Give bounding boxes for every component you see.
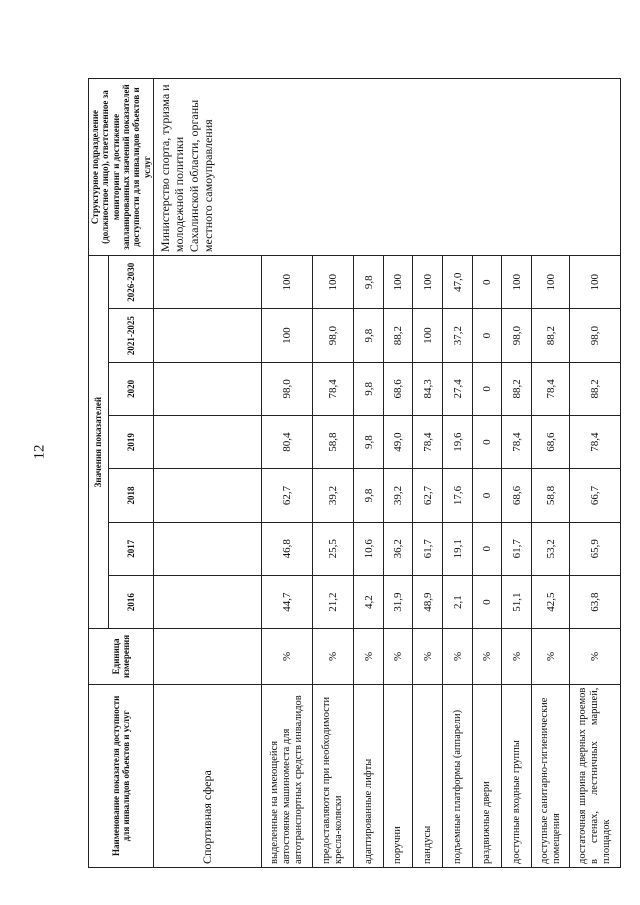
indicator-value: 78,4 [532, 362, 570, 415]
section-empty-cell [154, 522, 262, 575]
indicator-value: 100 [532, 256, 570, 309]
indicator-value: 51,1 [502, 575, 532, 628]
indicator-value: 0 [473, 309, 502, 362]
indicator-name: доступные входные группы [502, 684, 532, 867]
indicator-value: 39,2 [384, 469, 413, 522]
indicator-value: 9,8 [354, 362, 384, 415]
header-year: 2016 [108, 575, 153, 628]
indicator-value: 78,4 [313, 362, 354, 415]
header-year: 2020 [108, 362, 153, 415]
indicator-value: 27,4 [443, 362, 473, 415]
indicator-value: 31,9 [384, 575, 413, 628]
header-name: Наименование показателя доступности для инвалидов объектов и услуг [89, 684, 154, 867]
indicator-name: подъемные платформы (аппарели) [443, 684, 473, 867]
indicator-name: пандусы [413, 684, 443, 867]
section-row [154, 79, 262, 868]
indicator-value: 100 [502, 256, 532, 309]
indicator-value: 61,7 [413, 522, 443, 575]
indicator-value: 100 [313, 256, 354, 309]
header-responsible: Структурное подразделение (должностное лицо), ответственное за мониторинг и достижение запланированных значений показателей доступности для инвалидов объектов и услуг [89, 79, 154, 256]
header-year: 2026-2030 [108, 256, 153, 309]
indicator-value: 9,8 [354, 416, 384, 469]
indicator-value: 9,8 [354, 256, 384, 309]
section-empty-cell [154, 469, 262, 522]
header-row-1 [89, 79, 109, 868]
indicator-unit: % [354, 629, 384, 684]
indicator-value: 88,2 [532, 309, 570, 362]
indicator-value: 0 [473, 469, 502, 522]
indicator-value: 78,4 [413, 416, 443, 469]
indicator-value: 63,8 [570, 575, 621, 628]
indicator-value: 58,8 [313, 416, 354, 469]
indicator-name: раздвижные двери [473, 684, 502, 867]
indicator-value: 19,6 [443, 416, 473, 469]
indicator-value: 58,8 [532, 469, 570, 522]
indicator-value: 100 [413, 309, 443, 362]
indicator-value: 0 [473, 416, 502, 469]
section-responsible: Министерство спорта, туризма и молодежной политики Сахалинской области, органы местного самоуправления [154, 79, 621, 256]
page-number: 12 [31, 444, 48, 460]
indicator-value: 68,6 [384, 362, 413, 415]
indicator-unit: % [413, 629, 443, 684]
indicator-value: 100 [262, 256, 313, 309]
indicator-value: 80,4 [262, 416, 313, 469]
section-unit [154, 629, 262, 684]
indicator-value: 0 [473, 522, 502, 575]
indicator-value: 84,3 [413, 362, 443, 415]
section-empty-cell [154, 575, 262, 628]
indicator-value: 98,0 [262, 362, 313, 415]
indicator-value: 98,0 [313, 309, 354, 362]
rotated-table-container [88, 78, 613, 868]
indicator-value: 48,9 [413, 575, 443, 628]
indicator-value: 78,4 [570, 416, 621, 469]
indicator-value: 9,8 [354, 309, 384, 362]
indicator-unit: % [443, 629, 473, 684]
indicator-value: 25,5 [313, 522, 354, 575]
indicator-value: 61,7 [502, 522, 532, 575]
indicator-value: 39,2 [313, 469, 354, 522]
header-values-group: Значения показателей [89, 256, 109, 629]
indicator-name: доступные санитарно-гигиенические помещения [532, 684, 570, 867]
indicator-value: 0 [473, 362, 502, 415]
header-year: 2018 [108, 469, 153, 522]
indicator-unit: % [570, 629, 621, 684]
indicator-value: 21,2 [313, 575, 354, 628]
indicator-value: 49,0 [384, 416, 413, 469]
indicator-value: 78,4 [502, 416, 532, 469]
section-empty-cell [154, 256, 262, 309]
indicator-name: адаптированные лифты [354, 684, 384, 867]
accessibility-indicators-table [88, 78, 621, 868]
indicator-value: 19,1 [443, 522, 473, 575]
indicator-value: 4,2 [354, 575, 384, 628]
section-empty-cell [154, 309, 262, 362]
indicator-value: 100 [384, 256, 413, 309]
indicator-name: выделенные на имеющейся автостоянке машиноместа для автотранспортных средств инвалидов [262, 684, 313, 867]
indicator-value: 68,6 [532, 416, 570, 469]
indicator-value: 98,0 [502, 309, 532, 362]
indicator-value: 88,2 [502, 362, 532, 415]
indicator-value: 17,6 [443, 469, 473, 522]
indicator-value: 88,2 [384, 309, 413, 362]
indicator-value: 0 [473, 575, 502, 628]
indicator-unit: % [473, 629, 502, 684]
indicator-unit: % [502, 629, 532, 684]
indicator-value: 44,7 [262, 575, 313, 628]
indicator-name: поручни [384, 684, 413, 867]
header-year: 2017 [108, 522, 153, 575]
section-empty-cell [154, 362, 262, 415]
indicator-name: предоставляются при необходимости кресла-коляски [313, 684, 354, 867]
indicator-value: 100 [413, 256, 443, 309]
indicator-unit: % [313, 629, 354, 684]
indicator-value: 9,8 [354, 469, 384, 522]
section-empty-cell [154, 416, 262, 469]
indicator-value: 53,2 [532, 522, 570, 575]
section-title: Спортивная сфера [154, 684, 262, 867]
indicator-value: 66,7 [570, 469, 621, 522]
indicator-value: 100 [570, 256, 621, 309]
indicator-value: 88,2 [570, 362, 621, 415]
indicator-value: 42,5 [532, 575, 570, 628]
indicator-value: 47,0 [443, 256, 473, 309]
indicator-value: 100 [262, 309, 313, 362]
indicator-value: 2,1 [443, 575, 473, 628]
indicator-value: 10,6 [354, 522, 384, 575]
indicator-value: 36,2 [384, 522, 413, 575]
header-year: 2021-2025 [108, 309, 153, 362]
indicator-unit: % [532, 629, 570, 684]
indicator-value: 46,8 [262, 522, 313, 575]
indicator-value: 0 [473, 256, 502, 309]
indicator-value: 62,7 [413, 469, 443, 522]
indicator-unit: % [384, 629, 413, 684]
indicator-value: 98,0 [570, 309, 621, 362]
indicator-value: 68,6 [502, 469, 532, 522]
indicator-value: 62,7 [262, 469, 313, 522]
header-year: 2019 [108, 416, 153, 469]
header-unit: Единица измерения [89, 629, 154, 684]
indicator-value: 65,9 [570, 522, 621, 575]
indicator-name: достаточная ширина дверных проемов в стенах, лестничных маршей, площадок [570, 684, 621, 867]
indicator-value: 37,2 [443, 309, 473, 362]
indicator-unit: % [262, 629, 313, 684]
